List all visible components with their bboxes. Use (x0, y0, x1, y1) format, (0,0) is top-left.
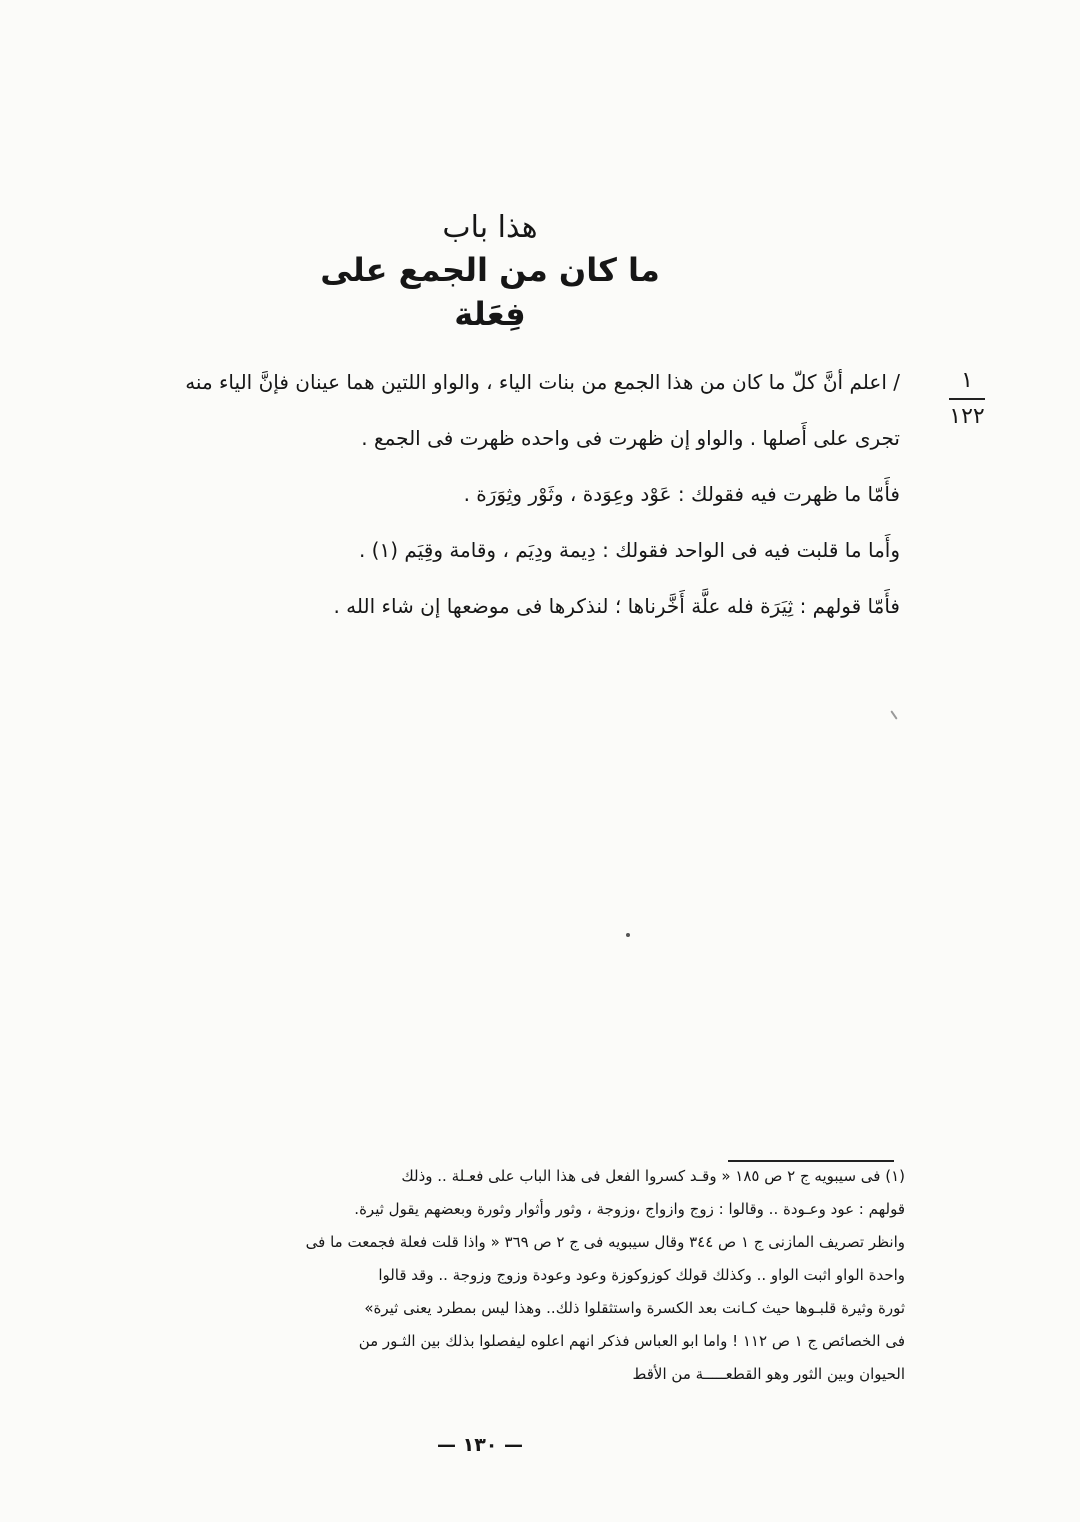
footnote-line: (١) فى سيبويه ج ٢ ص ١٨٥ « وقـد كسروا الفعل فى هذا الباب على فعـلة .. وذلك (401, 1167, 905, 1185)
chapter-heading: هذا باب (442, 210, 538, 245)
footnote-line: قولهم : عود وعـودة .. وقالوا : زوج وازواج ،وزوجة ، وثور وأثوار وثورة وبعضهم يقول ثيرة. (354, 1200, 905, 1218)
scan-speck (626, 933, 630, 937)
chapter-title: ما كان من الجمع على فِعَلة (320, 251, 660, 333)
footnote-line: واحدة الواو اثبت الواو .. وكذلك قولك كوزوكوزة وعود وعودة وزوج وزوجة .. وقد قالوا (378, 1266, 905, 1284)
body-line: / اعلم أنَّ كلّ ما كان من هذا الجمع من بنات الياء ، والواو اللتين هما عينان فإنَّ الياء منه (185, 370, 900, 394)
footnote-line: ثورة وثيرة قلبـوها حيث كـانت بعد الكسرة واستثقلوا ذلك.. وهذا ليس بمطرد يعنى ثيرة» (364, 1299, 905, 1317)
scan-speck (890, 710, 897, 719)
footnote-line: وانظر تصريف المازنى ج ١ ص ٣٤٤ وقال سيبويه فى ج ٢ ص ٣٦٩ « واذا قلت فعلة فجمعت ما فى (305, 1233, 905, 1251)
footnote (190, 1160, 905, 1391)
margin-reference-top: ١ (961, 368, 973, 393)
body-line: وأَما ما قلبت فيه فى الواحد فقولك : دِيمة ودِيَم ، وقامة وقِيَم (١) . (358, 538, 900, 562)
margin-reference (944, 368, 990, 430)
margin-reference-rule (949, 398, 985, 400)
margin-reference-bottom: ١٢٢ (949, 404, 985, 429)
body-line: تجرى على أَصلها . والواو إن ظهرت فى واحده ظهرت فى الجمع . (361, 426, 900, 450)
body-line: فأَمّا ما ظهرت فيه فقولك : عَوْد وعِوَدة ، وثَوْر وثِوَرَة . (463, 482, 900, 506)
chapter-title-block (300, 208, 680, 336)
footnote-line: فى الخصائص ج ١ ص ١١٢ ! واما ابو العباس فذكر انهم اعلوه ليفصلوا بذلك بين الثـور من (358, 1332, 905, 1350)
page-number: — ١٣٠ — (436, 1434, 524, 1456)
footnote-line: الحيوان وبين الثور وهو القطعـــــة من الأقط (632, 1365, 905, 1383)
body-text (150, 360, 900, 640)
body-line: فأَمّا قولهم : ثِيَرَة فله علَّة أَخَّرناها ؛ لنذكرها فى موضعها إن شاء الله . (333, 594, 900, 618)
